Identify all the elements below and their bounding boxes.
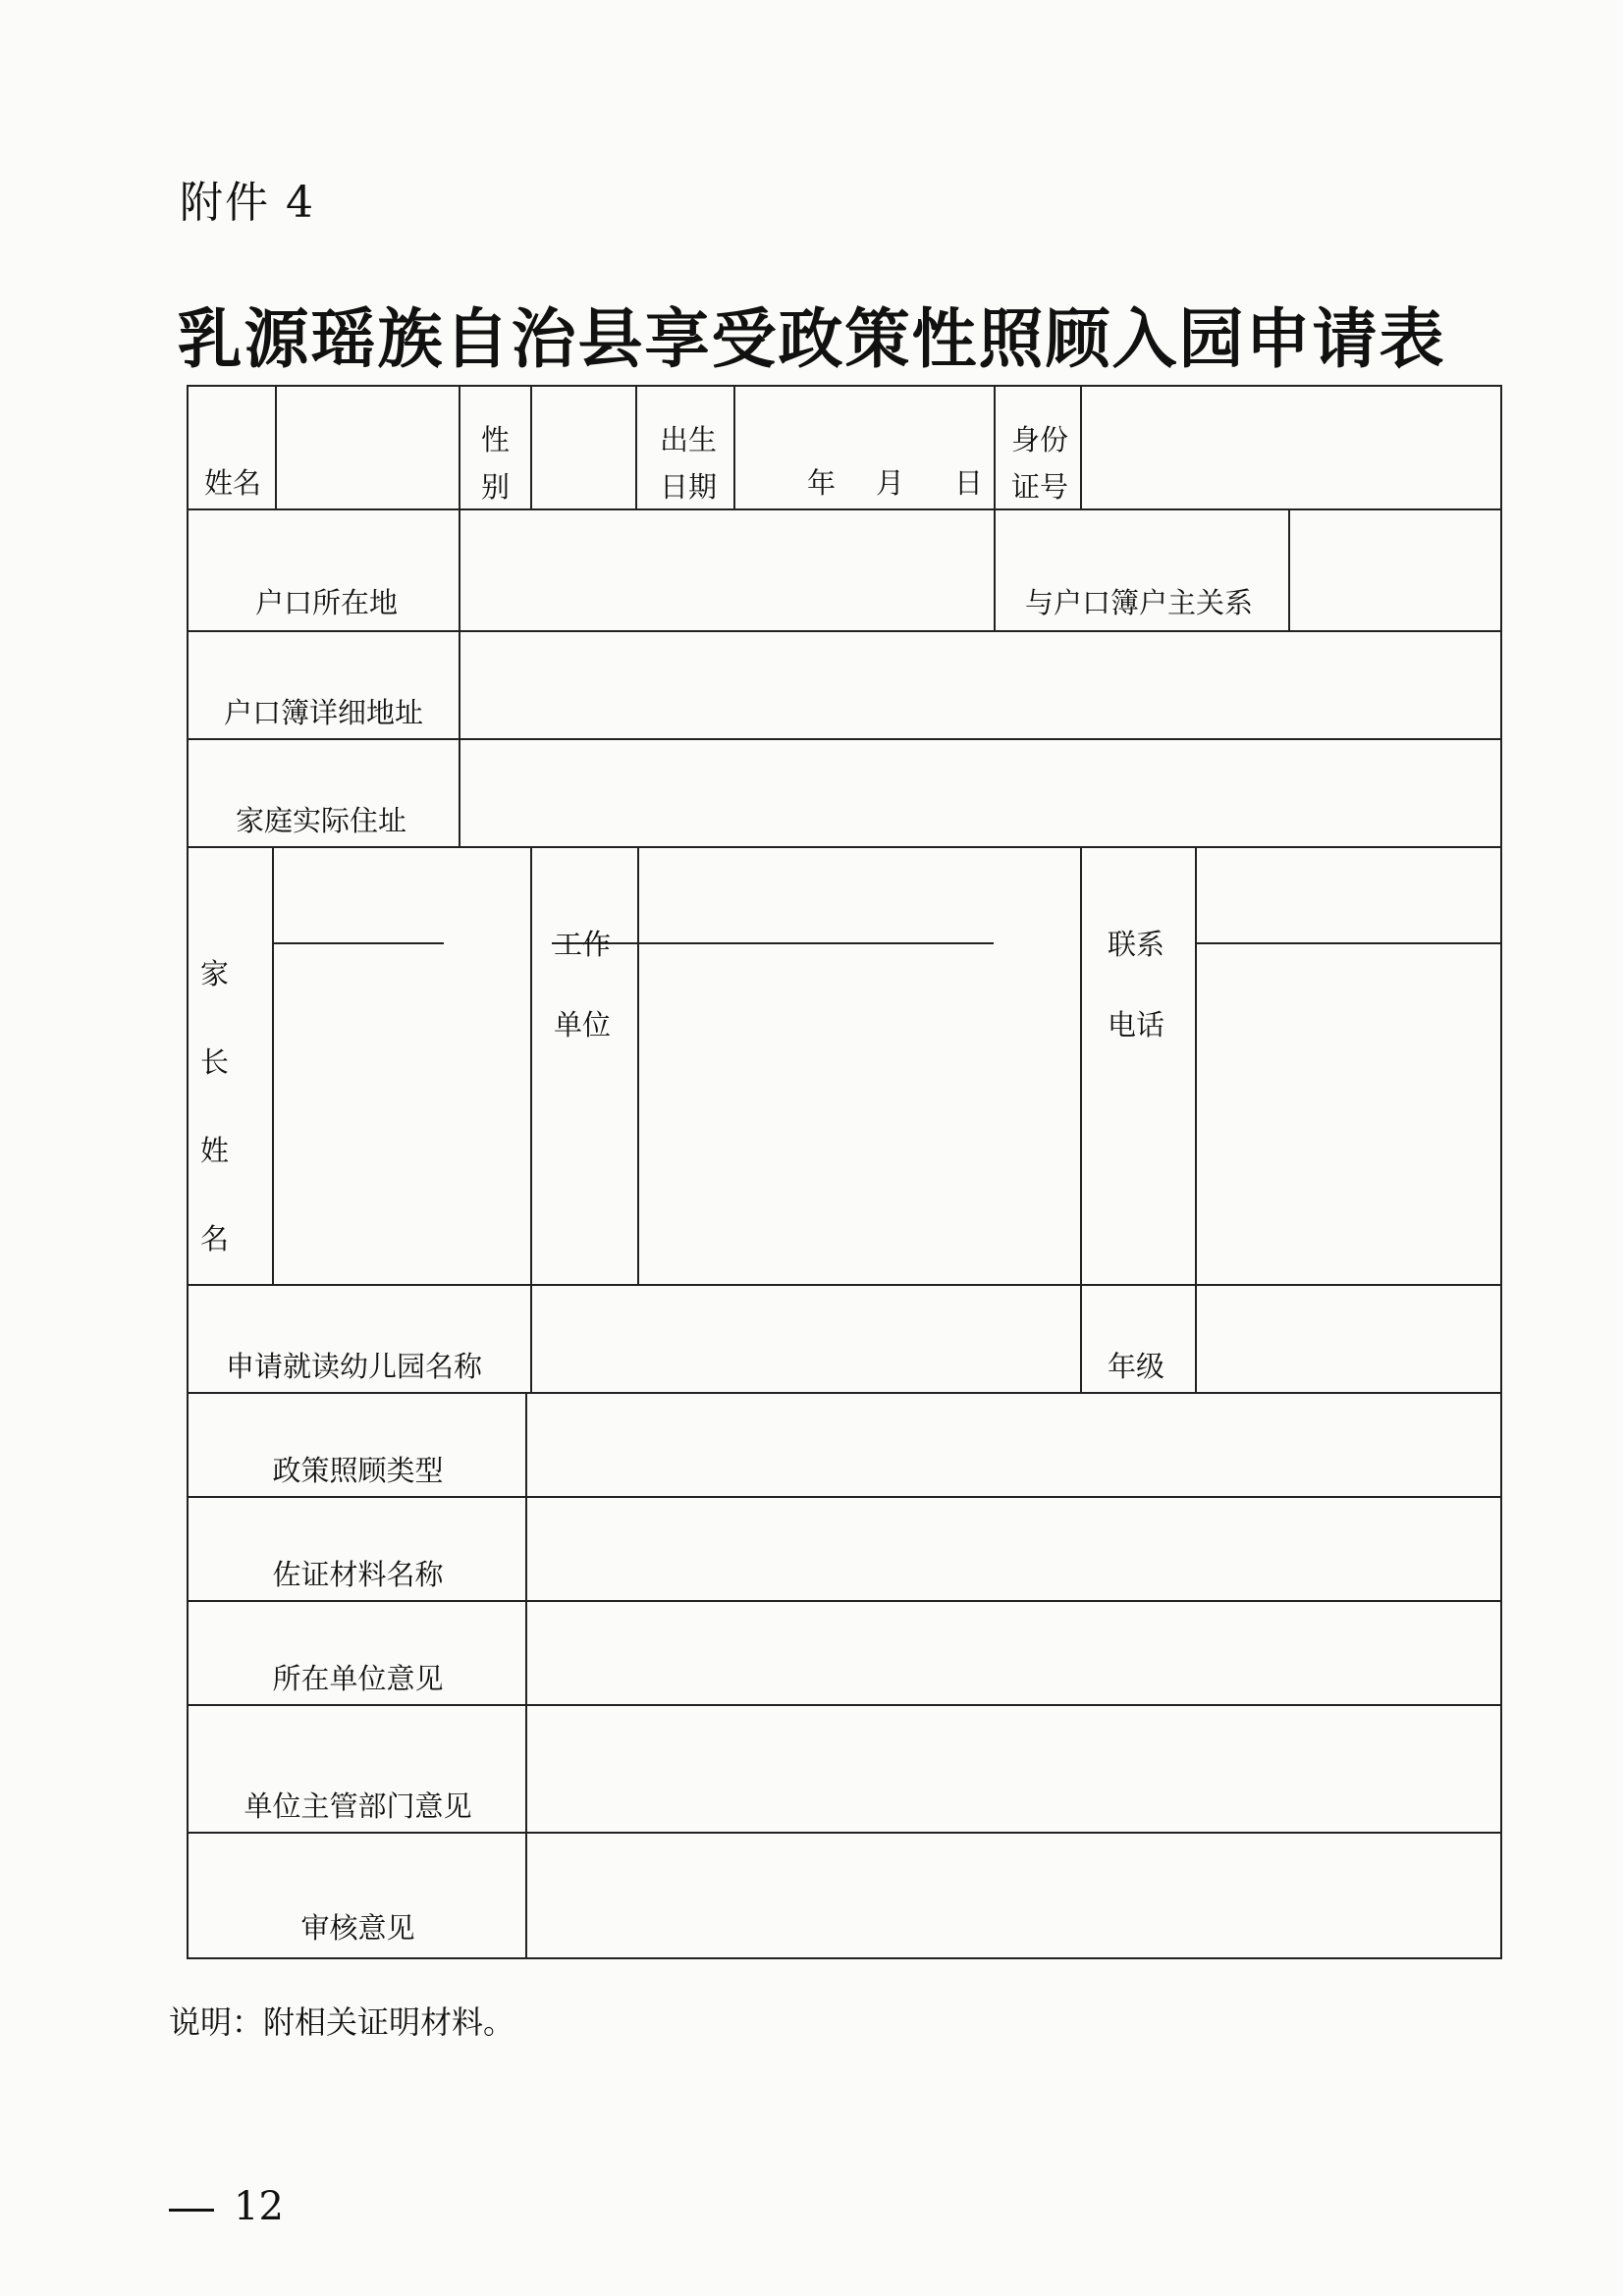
gender-label-line1: 性 [481, 423, 511, 456]
application-form-table [187, 385, 1502, 1959]
row-divider [189, 1496, 1500, 1498]
row-divider [189, 846, 1500, 848]
col-divider [272, 846, 274, 1284]
grade-label: 年级 [1108, 1350, 1165, 1383]
row-divider [189, 1832, 1500, 1834]
col-divider [637, 846, 639, 1284]
phone-label-line1: 联系 [1108, 928, 1165, 961]
col-divider [275, 387, 277, 508]
row-divider [189, 1600, 1500, 1602]
col-divider [530, 846, 532, 1392]
col-divider [530, 387, 532, 508]
row-divider [189, 1704, 1500, 1706]
policy-type-label: 政策照顾类型 [272, 1454, 444, 1487]
parent-name-label-4: 名 [200, 1222, 230, 1255]
name-label: 姓名 [204, 466, 262, 500]
parent-name-label-2: 长 [200, 1045, 230, 1079]
page-number-value: 12 [234, 2184, 284, 2229]
work-unit-label-line1: 工作 [554, 928, 612, 961]
form-title: 乳源瑶族自治县享受政策性照顾入园申请表 [177, 301, 1446, 377]
birth-year-label: 年 [807, 466, 837, 500]
col-divider [1080, 846, 1082, 1392]
row-divider [189, 630, 1500, 632]
row-divider [1197, 942, 1500, 944]
col-divider [1195, 846, 1197, 1392]
col-divider [733, 387, 735, 508]
row-divider [189, 1284, 1500, 1286]
row-divider [552, 942, 994, 944]
kindergarten-label: 申请就读幼儿园名称 [226, 1350, 483, 1383]
hukou-location-label: 户口所在地 [255, 586, 399, 619]
row-divider [189, 738, 1500, 740]
id-label-line1: 身份 [1011, 423, 1069, 456]
birth-label-line1: 出生 [660, 423, 718, 456]
row-divider [189, 1392, 1500, 1394]
col-divider [635, 387, 637, 508]
hukou-address-label: 户口簿详细地址 [224, 696, 424, 729]
parent-name-label-3: 姓 [200, 1134, 230, 1167]
page-dash [169, 2209, 214, 2212]
dept-opinion-label: 单位主管部门意见 [243, 1789, 472, 1823]
review-opinion-label: 审核意见 [300, 1911, 415, 1945]
row-divider [189, 508, 1500, 510]
birth-month-label: 月 [876, 466, 905, 500]
col-divider [1080, 387, 1082, 508]
attachment-label: 附件 4 [180, 178, 315, 228]
birth-label-line2: 日期 [660, 470, 718, 504]
id-label-line2: 证号 [1011, 470, 1069, 504]
phone-label-line2: 电话 [1108, 1008, 1165, 1041]
evidence-label: 佐证材料名称 [272, 1558, 444, 1591]
work-unit-label-line2: 单位 [554, 1008, 612, 1041]
page-number [169, 2184, 284, 2229]
actual-address-label: 家庭实际住址 [236, 804, 407, 837]
relation-label: 与户口簿户主关系 [1025, 586, 1254, 619]
birth-day-label: 日 [954, 466, 984, 500]
footnote: 说明：附相关证明材料。 [169, 2003, 515, 2041]
parent-name-label-1: 家 [200, 957, 230, 990]
gender-label-line2: 别 [481, 470, 511, 504]
unit-opinion-label: 所在单位意见 [272, 1662, 444, 1695]
col-divider [994, 387, 996, 630]
col-divider [1288, 508, 1290, 630]
row-divider [272, 942, 444, 944]
col-divider [459, 387, 460, 846]
